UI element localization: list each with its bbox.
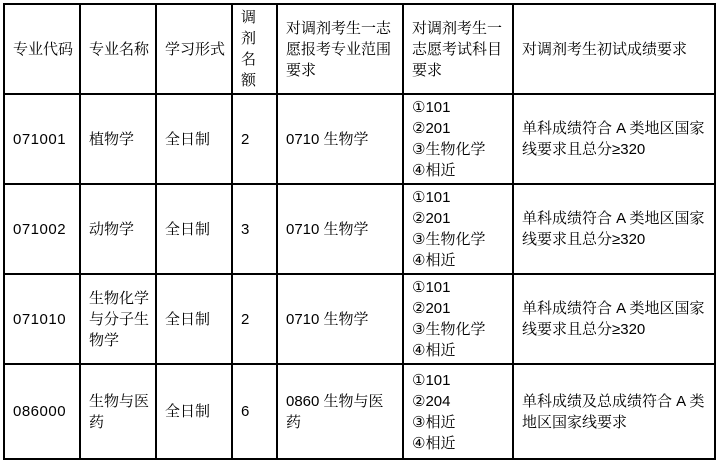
table-row [4, 94, 715, 184]
cell-major: 生物与医药 [80, 364, 156, 459]
exam-subject-line: ④相近 [412, 434, 456, 452]
cell-score-requirement: 单科成绩符合 A 类地区国家线要求且总分≥320 [513, 274, 715, 364]
cell-major-scope: 0710 生物学 [277, 184, 403, 274]
exam-subject-line: ②201 [412, 120, 451, 137]
cell-score-requirement: 单科成绩符合 A 类地区国家线要求且总分≥320 [513, 94, 715, 184]
exam-subject-line: ①101 [412, 189, 451, 206]
column-header-quota: 调剂名额 [232, 4, 277, 94]
exam-subject-line: ④相近 [412, 252, 456, 269]
column-header-major-scope: 对调剂考生一志愿报考专业范围要求 [277, 4, 403, 94]
exam-subject-line: ③生物化学 [412, 321, 486, 338]
cell-exam-subjects [403, 274, 513, 364]
cell-quota: 6 [232, 364, 277, 459]
header-row [4, 4, 715, 94]
exam-subject-line: ②201 [412, 300, 451, 317]
cell-exam-subjects [403, 364, 513, 459]
cell-major-scope: 0710 生物学 [277, 274, 403, 364]
cell-quota: 2 [232, 94, 277, 184]
cell-study-form: 全日制 [156, 94, 232, 184]
cell-quota: 2 [232, 274, 277, 364]
cell-major: 植物学 [80, 94, 156, 184]
exam-subject-line: ②201 [412, 210, 451, 227]
exam-subject-line: ③生物化学 [412, 231, 486, 248]
exam-subject-line: ②204 [412, 392, 451, 410]
cell-code: 086000 [4, 364, 80, 459]
cell-study-form: 全日制 [156, 274, 232, 364]
exam-subject-line: ④相近 [412, 342, 456, 359]
cell-code: 071001 [4, 94, 80, 184]
table-row [4, 184, 715, 274]
exam-subject-line: ③相近 [412, 413, 456, 431]
exam-subject-line: ①101 [412, 279, 451, 296]
cell-score-requirement: 单科成绩及总成绩符合 A 类地区国家线要求 [513, 364, 715, 459]
exam-subject-line: ④相近 [412, 162, 456, 179]
column-header-code: 专业代码 [4, 4, 80, 94]
table-row [4, 364, 715, 459]
cell-major: 生物化学与分子生物学 [80, 274, 156, 364]
cell-major: 动物学 [80, 184, 156, 274]
exam-subject-line: ③生物化学 [412, 141, 486, 158]
column-header-score-requirement: 对调剂考生初试成绩要求 [513, 4, 715, 94]
cell-major-scope: 0710 生物学 [277, 94, 403, 184]
column-header-exam-subjects: 对调剂考生一志愿考试科目要求 [403, 4, 513, 94]
cell-score-requirement: 单科成绩符合 A 类地区国家线要求且总分≥320 [513, 184, 715, 274]
table-row [4, 274, 715, 364]
column-header-study-form: 学习形式 [156, 4, 232, 94]
cell-exam-subjects [403, 184, 513, 274]
cell-major-scope: 0860 生物与医药 [277, 364, 403, 459]
cell-study-form: 全日制 [156, 364, 232, 459]
exam-subject-line: ①101 [412, 371, 451, 389]
adjustment-quota-table [3, 3, 716, 460]
column-header-major: 专业名称 [80, 4, 156, 94]
cell-quota: 3 [232, 184, 277, 274]
cell-study-form: 全日制 [156, 184, 232, 274]
cell-code: 071010 [4, 274, 80, 364]
cell-exam-subjects [403, 94, 513, 184]
exam-subject-line: ①101 [412, 99, 451, 116]
cell-code: 071002 [4, 184, 80, 274]
